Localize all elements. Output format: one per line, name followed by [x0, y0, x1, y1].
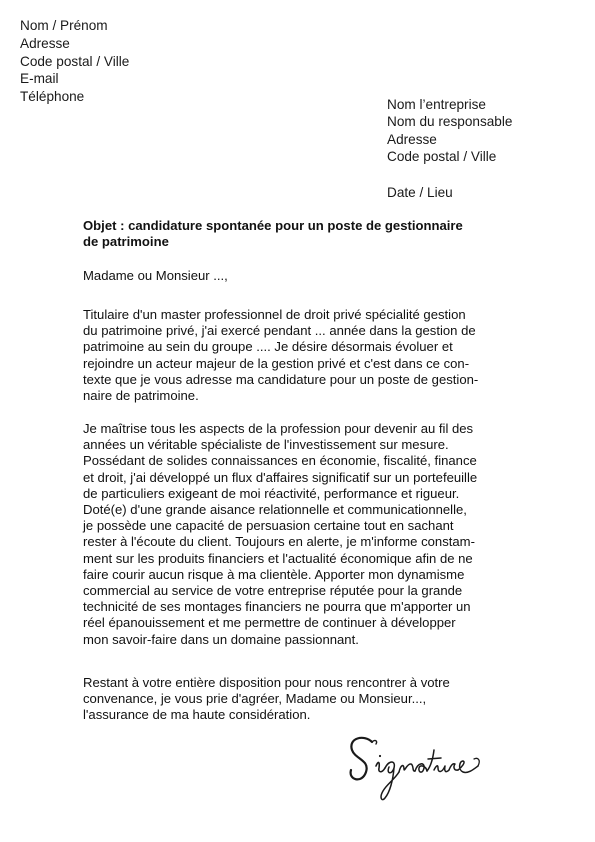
paragraph-line: Titulaire d'un master professionnel de droit privé spécialité gestion [83, 307, 466, 322]
paragraph-line: de particuliers exigeant de moi réactivité, performance et rigueur. [83, 485, 460, 501]
paragraph-line: rester à l'écoute du client. Toujours en alerte, je m'informe constam- [83, 534, 475, 550]
paragraph-line: Restant à votre entière disposition pour nous rencontrer à votre [83, 675, 450, 690]
paragraph-skills [83, 421, 523, 648]
sender-name: Nom / Prénom [20, 18, 108, 33]
paragraph-line: je possède une capacité de persuasion certaine tout en sachant [83, 518, 454, 534]
paragraph-intro [83, 307, 523, 404]
paragraph-line: technicité de ses montages financiers ne pourra que m'apporter un [83, 599, 471, 615]
paragraph-line: rejoindre un acteur majeur de la gestion privé et c'est dans ce con- [83, 355, 470, 371]
paragraph-line: réel épanouissement et me permettre de continuer à développer [83, 615, 456, 631]
paragraph-line: mon savoir-faire dans un domaine passionnant. [83, 631, 359, 647]
paragraph-line: convenance, je vous prie d'agréer, Madame ou Monsieur..., [83, 691, 427, 707]
recipient-manager: Nom du responsable [387, 114, 513, 130]
paragraph-closing [83, 675, 523, 724]
recipient-address: Adresse [387, 131, 437, 147]
paragraph-line: et droit, j'ai développé un flux d'affaires significatif sur un portefeuille [83, 469, 478, 485]
date-place: Date / Lieu [387, 185, 453, 200]
paragraph-line: naire de patrimoine. [83, 388, 199, 404]
paragraph-line: texte que je vous adresse ma candidature pour un poste de gestion- [83, 371, 479, 387]
subject-line-2: de patrimoine [83, 234, 169, 250]
signature-image [342, 728, 502, 808]
salutation: Madame ou Monsieur ..., [83, 268, 228, 283]
paragraph-line: ment sur les produits financiers et l'actualité économique afin de ne [83, 550, 473, 566]
paragraph-line: années un véritable spécialiste de l'investissement sur mesure. [83, 437, 449, 453]
paragraph-line: faire courir aucun risque à ma clientèle. Apporter mon dynamisme [83, 566, 465, 582]
recipient-company: Nom l’entreprise [387, 97, 486, 112]
paragraph-line: l'assurance de ma haute considération. [83, 707, 311, 723]
subject-line [83, 218, 523, 250]
paragraph-line: Possédant de solides connaissances en économie, fiscalité, finance [83, 453, 477, 469]
paragraph-line: patrimoine au sein du groupe .... Je désire désormais évoluer et [83, 339, 453, 355]
recipient-city: Code postal / Ville [387, 149, 497, 165]
recipient-block [387, 96, 512, 166]
paragraph-line: du patrimoine privé, j'ai exercé pendant ... année dans la gestion de [83, 323, 476, 339]
sender-address: Adresse [20, 35, 70, 51]
paragraph-line: Je maîtrise tous les aspects de la profession pour devenir au fil des [83, 421, 474, 436]
sender-phone: Téléphone [20, 89, 85, 105]
sender-city: Code postal / Ville [20, 53, 130, 69]
subject-line-1: Objet : candidature spontanée pour un poste de gestionnaire [83, 218, 463, 233]
paragraph-line: Doté(e) d'une grande aisance relationnelle et communicationnelle, [83, 502, 467, 518]
paragraph-line: commercial au service de votre entreprise réputée pour la grande [83, 583, 463, 599]
sender-email: E-mail [20, 71, 59, 87]
sender-block [20, 17, 129, 106]
